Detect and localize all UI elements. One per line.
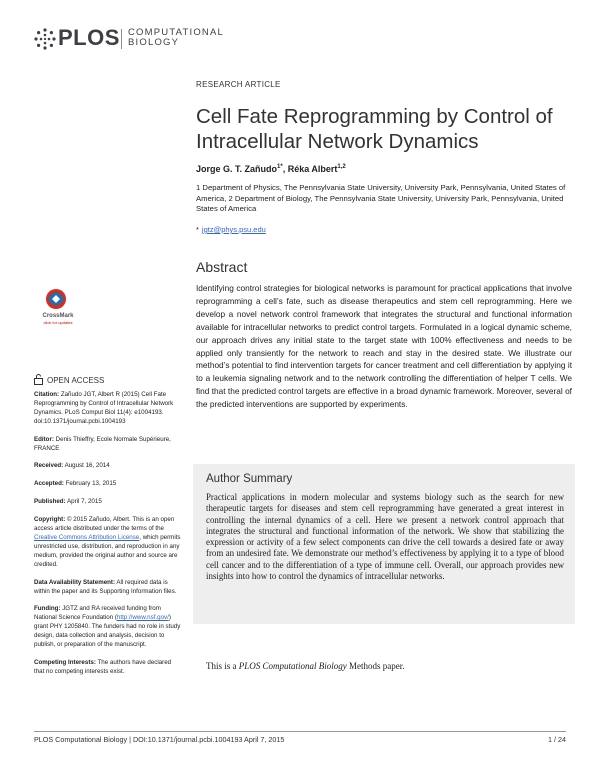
citation-block xyxy=(34,391,182,427)
corresponding-email xyxy=(196,225,266,234)
funding-text-end: ) grant PHY 1205840. The funders had no role in study design, data collection and analysis, decision to publish, or preparation of the manuscript. xyxy=(34,614,181,649)
author-affiliation-mark: 1* xyxy=(277,164,283,170)
email-link[interactable]: jgtz@phys.psu.edu xyxy=(201,225,266,234)
competing-interests-block xyxy=(34,659,182,677)
citation-label: Citation: xyxy=(34,391,60,398)
editor-label: Editor: xyxy=(34,435,54,443)
funding-text: JGTZ and RA received funding from National Science Foundation ( xyxy=(34,605,161,622)
data-availability-block xyxy=(34,579,182,597)
plos-dots-icon xyxy=(34,28,56,50)
data-availability-label: Data Availability Statement: xyxy=(34,578,116,586)
copyright-label: Copyright: xyxy=(34,516,66,524)
author-affiliation-mark: 1,2 xyxy=(337,164,346,170)
data-availability-text: All required data is within the paper and its Supporting Information files. xyxy=(34,578,177,595)
journal-name xyxy=(128,28,224,48)
journal-line1: COMPUTATIONAL xyxy=(128,27,225,38)
accepted-block xyxy=(34,480,182,489)
accepted-date: February 13, 2015 xyxy=(63,480,117,488)
received-date: August 16, 2014 xyxy=(63,462,110,470)
article-type: RESEARCH ARTICLE xyxy=(196,80,281,89)
author-name[interactable]: Réka Albert xyxy=(287,164,338,174)
accepted-label: Accepted: xyxy=(34,480,64,488)
published-label: Published: xyxy=(34,498,66,506)
methods-note-journal: PLOS Computational Biology xyxy=(238,661,347,671)
corresponding-star: * xyxy=(196,225,199,234)
copyright-text-end: , which permits unrestricted use, distribution, and reproduction in any medium, provided the original author and source are credited. xyxy=(34,533,181,568)
page-number: 1 / 24 xyxy=(548,735,566,744)
license-link[interactable]: Creative Commons Attribution License xyxy=(34,533,140,541)
funding-label: Funding: xyxy=(34,605,61,613)
copyright-text: © 2015 Zañudo, Albert. This is an open access article distributed under the terms of the xyxy=(34,516,175,533)
affiliations: 1 Department of Physics, The Pennsylvania State University, University Park, Pennsylvania, United States of America, 2 Department of Biology, The Pennsylvania State University, University Park, Pennsylvania, United States of America xyxy=(196,183,566,213)
crossmark-sublabel[interactable]: click for updates xyxy=(43,320,73,325)
received-label: Received: xyxy=(34,462,64,470)
open-lock-icon xyxy=(34,374,43,385)
citation-text: Zañudo JGT, Albert R (2015) Cell Fate Reprogramming by Control of Intracellular Network Dynamics. PLoS Comput Biol 11(4): e1004193. doi:10.1371/journal.pcbi.1004193 xyxy=(34,391,174,425)
author-summary-body: Practical applications in modern molecular and systems biology such as the search for new therapeutic targets for diseases and stem cell reprogramming have generated a great interest in controlling the internal dynamics of a cell. Here we present a network control approach that integrates the structural and functional information of the network. We show that stabilizing the expression or activity of a few select components can drive the cell towards a desired fate or away from an undesired fate. We demonstrate our method’s effectiveness by applying it to a type of blood cell cancer and to the differentiation of a type of immune cell. Overall, our approach provides new insights into how to control the dynamics of intracellular networks. xyxy=(206,492,564,582)
author-name[interactable]: Jorge G. T. Zañudo xyxy=(196,164,278,174)
methods-note xyxy=(206,661,405,671)
editor-text: Denis Thieffry, Ecole Normale Supérieure, FRANCE xyxy=(34,435,171,452)
funding-link[interactable]: http://www.nsf.gov/ xyxy=(116,614,169,622)
footer-divider xyxy=(34,731,566,732)
article-title: Cell Fate Reprogramming by Control of Intracellular Network Dynamics xyxy=(196,105,553,153)
competing-interests-label: Competing Interests: xyxy=(34,658,96,666)
author-list xyxy=(196,164,346,174)
open-access-label: OPEN ACCESS xyxy=(47,376,105,385)
editor-block xyxy=(34,436,182,454)
logo-divider xyxy=(121,29,122,49)
published-block xyxy=(34,498,182,507)
logo-word: PLOS xyxy=(58,25,120,50)
methods-note-suffix: Methods paper. xyxy=(346,661,405,671)
funding-block xyxy=(34,605,182,650)
crossmark-label[interactable]: CrossMark xyxy=(42,313,74,319)
abstract-heading: Abstract xyxy=(196,259,248,275)
received-block xyxy=(34,462,182,471)
copyright-block xyxy=(34,516,182,569)
author-separator: , xyxy=(282,164,288,174)
article-info-sidebar xyxy=(34,391,182,686)
journal-line2: BIOLOGY xyxy=(128,37,180,48)
abstract-body: Identifying control strategies for biological networks is paramount for practical applications that involve reprogramming a cell’s fate, such as disease therapeutics and stem cell reprogramming. Here we develop a novel network control framework that integrates the structural and functional information available for intracellular networks to predict control targets. Formulated in a logical dynamic scheme, our approach drives any initial state to the target state with 100% effectiveness and needs to be applied only transiently for the network to reach and stay in the desired state. We illustrate our method’s potential to find intervention targets for cancer treatment and cell differentiation by applying it to a leukemia signaling network and to the network controlling the differentiation of helper T cells. We find that the predicted control targets are effective in a broad dynamic framework. Moreover, several of the predicted interventions are supported by experiments. xyxy=(196,283,572,410)
competing-interests-text: The authors have declared that no competing interests exist. xyxy=(34,658,172,675)
footer-citation: PLOS Computational Biology | DOI:10.1371/journal.pcbi.1004193 April 7, 2015 xyxy=(34,735,285,744)
published-date: April 7, 2015 xyxy=(65,498,102,506)
plos-logo xyxy=(34,26,234,52)
author-summary-heading: Author Summary xyxy=(206,473,293,485)
methods-note-prefix: This is a xyxy=(206,661,239,671)
open-access-badge xyxy=(34,374,104,385)
